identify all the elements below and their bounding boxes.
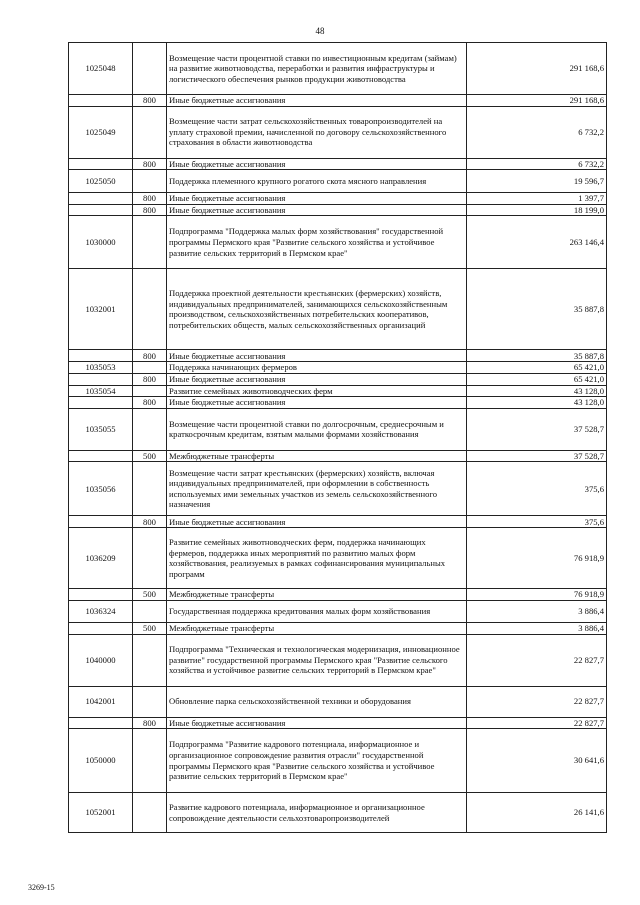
row-code-cell xyxy=(69,193,133,205)
row-expense-type-cell xyxy=(133,793,167,833)
row-sum-cell: 26 141,6 xyxy=(467,793,607,833)
row-expense-type-cell: 800 xyxy=(133,397,167,409)
row-sum-cell: 18 199,0 xyxy=(467,204,607,216)
row-name-cell: Иные бюджетные ассигнования xyxy=(167,373,467,385)
row-sum-cell: 43 128,0 xyxy=(467,385,607,397)
row-expense-type-cell: 800 xyxy=(133,158,167,170)
row-name-cell: Государственная поддержка кредитования малых форм хозяйствования xyxy=(167,600,467,622)
row-sum-cell: 22 827,7 xyxy=(467,717,607,729)
row-name-cell: Межбюджетные трансферты xyxy=(167,450,467,462)
row-expense-type-cell xyxy=(133,729,167,793)
row-expense-type-cell: 500 xyxy=(133,622,167,634)
row-name-cell: Иные бюджетные ассигнования xyxy=(167,516,467,528)
row-code-cell: 1042001 xyxy=(69,686,133,717)
row-expense-type-cell xyxy=(133,170,167,193)
table-row xyxy=(69,95,607,107)
table-row xyxy=(69,216,607,269)
row-sum-cell: 65 421,0 xyxy=(467,373,607,385)
row-name-cell: Возмещение части затрат сельскохозяйственных товаропроизводителей на уплату страховой премии, начисленной по договору сельскохозяйственного страхования в области животноводства xyxy=(167,106,467,158)
table-row xyxy=(69,717,607,729)
row-code-cell: 1036209 xyxy=(69,528,133,589)
row-code-cell: 1025048 xyxy=(69,43,133,95)
row-sum-cell: 37 528,7 xyxy=(467,408,607,450)
row-expense-type-cell xyxy=(133,106,167,158)
row-name-cell: Поддержка проектной деятельности крестьянских (фермерских) хозяйств, индивидуальных предпринимателей, занимающихся сельскохозяйственным производством, сельскохозяйственных потребительских кооперативов, потребительских обществ, малых сельскохозяйственных организаций xyxy=(167,269,467,350)
row-code-cell: 1052001 xyxy=(69,793,133,833)
table-row xyxy=(69,170,607,193)
budget-table-body xyxy=(69,43,607,833)
row-code-cell: 1035055 xyxy=(69,408,133,450)
row-expense-type-cell: 800 xyxy=(133,204,167,216)
table-row xyxy=(69,373,607,385)
table-row xyxy=(69,43,607,95)
row-name-cell: Поддержка начинающих фермеров xyxy=(167,362,467,374)
row-sum-cell: 375,6 xyxy=(467,516,607,528)
row-expense-type-cell xyxy=(133,269,167,350)
table-row xyxy=(69,793,607,833)
table-row xyxy=(69,729,607,793)
row-name-cell: Иные бюджетные ассигнования xyxy=(167,193,467,205)
row-code-cell xyxy=(69,450,133,462)
row-sum-cell: 375,6 xyxy=(467,462,607,516)
row-sum-cell: 35 887,8 xyxy=(467,269,607,350)
row-name-cell: Поддержка племенного крупного рогатого скота мясного направления xyxy=(167,170,467,193)
row-sum-cell: 19 596,7 xyxy=(467,170,607,193)
row-expense-type-cell xyxy=(133,686,167,717)
row-name-cell: Подпрограмма "Поддержка малых форм хозяйствования" государственной программы Пермского края "Развитие сельского хозяйства и устойчивое развитие сельских территорий в Пермском крае" xyxy=(167,216,467,269)
row-sum-cell: 6 732,2 xyxy=(467,158,607,170)
row-name-cell: Подпрограмма "Развитие кадрового потенциала, информационное и организационное сопровождение развития отрасли" государственной программы Пермского края "Развитие сельского хозяйства и устойчивое развитие сельских территорий в Пермском крае" xyxy=(167,729,467,793)
row-sum-cell: 3 886,4 xyxy=(467,600,607,622)
row-sum-cell: 43 128,0 xyxy=(467,397,607,409)
row-expense-type-cell: 800 xyxy=(133,350,167,362)
row-expense-type-cell: 800 xyxy=(133,95,167,107)
document-footer-code: 3269-15 xyxy=(28,883,55,892)
row-sum-cell: 291 168,6 xyxy=(467,95,607,107)
row-sum-cell: 22 827,7 xyxy=(467,634,607,686)
row-name-cell: Возмещение части затрат крестьянских (фермерских) хозяйств, включая индивидуальных предпринимателей, при оформлении в собственность используемых ими земельных участков из земель сельскохозяйственного назначения xyxy=(167,462,467,516)
row-code-cell xyxy=(69,95,133,107)
row-name-cell: Иные бюджетные ассигнования xyxy=(167,95,467,107)
table-row xyxy=(69,269,607,350)
row-expense-type-cell: 800 xyxy=(133,717,167,729)
row-name-cell: Возмещение части процентной ставки по инвестиционным кредитам (займам) на развитие животноводства, переработки и развития инфраструктуры и логистического обеспечения рынков продукции животноводства xyxy=(167,43,467,95)
row-sum-cell: 76 918,9 xyxy=(467,528,607,589)
row-name-cell: Подпрограмма "Техническая и технологическая модернизация, инновационное развитие" государственной программы Пермского края "Развитие сельского хозяйства и устойчивое развитие сельских территорий в Пермском крае" xyxy=(167,634,467,686)
row-expense-type-cell: 500 xyxy=(133,589,167,601)
row-sum-cell: 30 641,6 xyxy=(467,729,607,793)
row-expense-type-cell xyxy=(133,528,167,589)
row-sum-cell: 291 168,6 xyxy=(467,43,607,95)
table-row xyxy=(69,589,607,601)
row-code-cell xyxy=(69,204,133,216)
row-expense-type-cell xyxy=(133,600,167,622)
table-row xyxy=(69,622,607,634)
row-expense-type-cell xyxy=(133,408,167,450)
table-row xyxy=(69,350,607,362)
row-code-cell xyxy=(69,350,133,362)
row-code-cell: 1035056 xyxy=(69,462,133,516)
row-code-cell xyxy=(69,516,133,528)
row-code-cell: 1035054 xyxy=(69,385,133,397)
table-row xyxy=(69,686,607,717)
row-expense-type-cell: 500 xyxy=(133,450,167,462)
row-code-cell: 1025049 xyxy=(69,106,133,158)
row-name-cell: Иные бюджетные ассигнования xyxy=(167,350,467,362)
row-sum-cell: 263 146,4 xyxy=(467,216,607,269)
row-code-cell: 1032001 xyxy=(69,269,133,350)
row-name-cell: Межбюджетные трансферты xyxy=(167,589,467,601)
row-expense-type-cell: 800 xyxy=(133,373,167,385)
table-row xyxy=(69,600,607,622)
table-row xyxy=(69,397,607,409)
row-expense-type-cell xyxy=(133,634,167,686)
table-row xyxy=(69,634,607,686)
row-expense-type-cell: 800 xyxy=(133,193,167,205)
table-row xyxy=(69,528,607,589)
row-sum-cell: 6 732,2 xyxy=(467,106,607,158)
row-name-cell: Межбюджетные трансферты xyxy=(167,622,467,634)
table-row xyxy=(69,204,607,216)
row-expense-type-cell xyxy=(133,216,167,269)
page-number: 48 xyxy=(315,26,325,36)
row-sum-cell: 1 397,7 xyxy=(467,193,607,205)
row-expense-type-cell xyxy=(133,43,167,95)
row-code-cell xyxy=(69,373,133,385)
row-code-cell xyxy=(69,397,133,409)
budget-table xyxy=(68,42,607,833)
row-code-cell xyxy=(69,589,133,601)
row-name-cell: Иные бюджетные ассигнования xyxy=(167,717,467,729)
row-sum-cell: 65 421,0 xyxy=(467,362,607,374)
row-code-cell xyxy=(69,717,133,729)
table-row xyxy=(69,158,607,170)
table-row xyxy=(69,106,607,158)
table-row xyxy=(69,450,607,462)
row-expense-type-cell: 800 xyxy=(133,516,167,528)
row-name-cell: Иные бюджетные ассигнования xyxy=(167,204,467,216)
row-sum-cell: 35 887,8 xyxy=(467,350,607,362)
row-code-cell xyxy=(69,158,133,170)
row-name-cell: Иные бюджетные ассигнования xyxy=(167,397,467,409)
table-row xyxy=(69,193,607,205)
row-sum-cell: 37 528,7 xyxy=(467,450,607,462)
row-expense-type-cell xyxy=(133,462,167,516)
row-name-cell: Обновление парка сельскохозяйственной техники и оборудования xyxy=(167,686,467,717)
row-code-cell: 1050000 xyxy=(69,729,133,793)
row-sum-cell: 22 827,7 xyxy=(467,686,607,717)
table-row xyxy=(69,408,607,450)
row-sum-cell: 3 886,4 xyxy=(467,622,607,634)
table-row xyxy=(69,385,607,397)
row-name-cell: Иные бюджетные ассигнования xyxy=(167,158,467,170)
row-expense-type-cell xyxy=(133,385,167,397)
table-row xyxy=(69,362,607,374)
row-code-cell xyxy=(69,622,133,634)
row-code-cell: 1035053 xyxy=(69,362,133,374)
row-name-cell: Возмещение части процентной ставки по долгосрочным, среднесрочным и краткосрочным кредитам, взятым малыми формами хозяйствования xyxy=(167,408,467,450)
row-code-cell: 1030000 xyxy=(69,216,133,269)
table-row xyxy=(69,516,607,528)
row-expense-type-cell xyxy=(133,362,167,374)
row-code-cell: 1036324 xyxy=(69,600,133,622)
row-sum-cell: 76 918,9 xyxy=(467,589,607,601)
row-code-cell: 1040000 xyxy=(69,634,133,686)
row-code-cell: 1025050 xyxy=(69,170,133,193)
row-name-cell: Развитие кадрового потенциала, информационное и организационное сопровождение деятельности сельхозтоваропроизводителей xyxy=(167,793,467,833)
row-name-cell: Развитие семейных животноводческих ферм, поддержка начинающих фермеров, поддержка иных мероприятий по развитию малых форм хозяйствования, реализуемых в рамках софинансирования муниципальных программ xyxy=(167,528,467,589)
table-row xyxy=(69,462,607,516)
row-name-cell: Развитие семейных животноводческих ферм xyxy=(167,385,467,397)
